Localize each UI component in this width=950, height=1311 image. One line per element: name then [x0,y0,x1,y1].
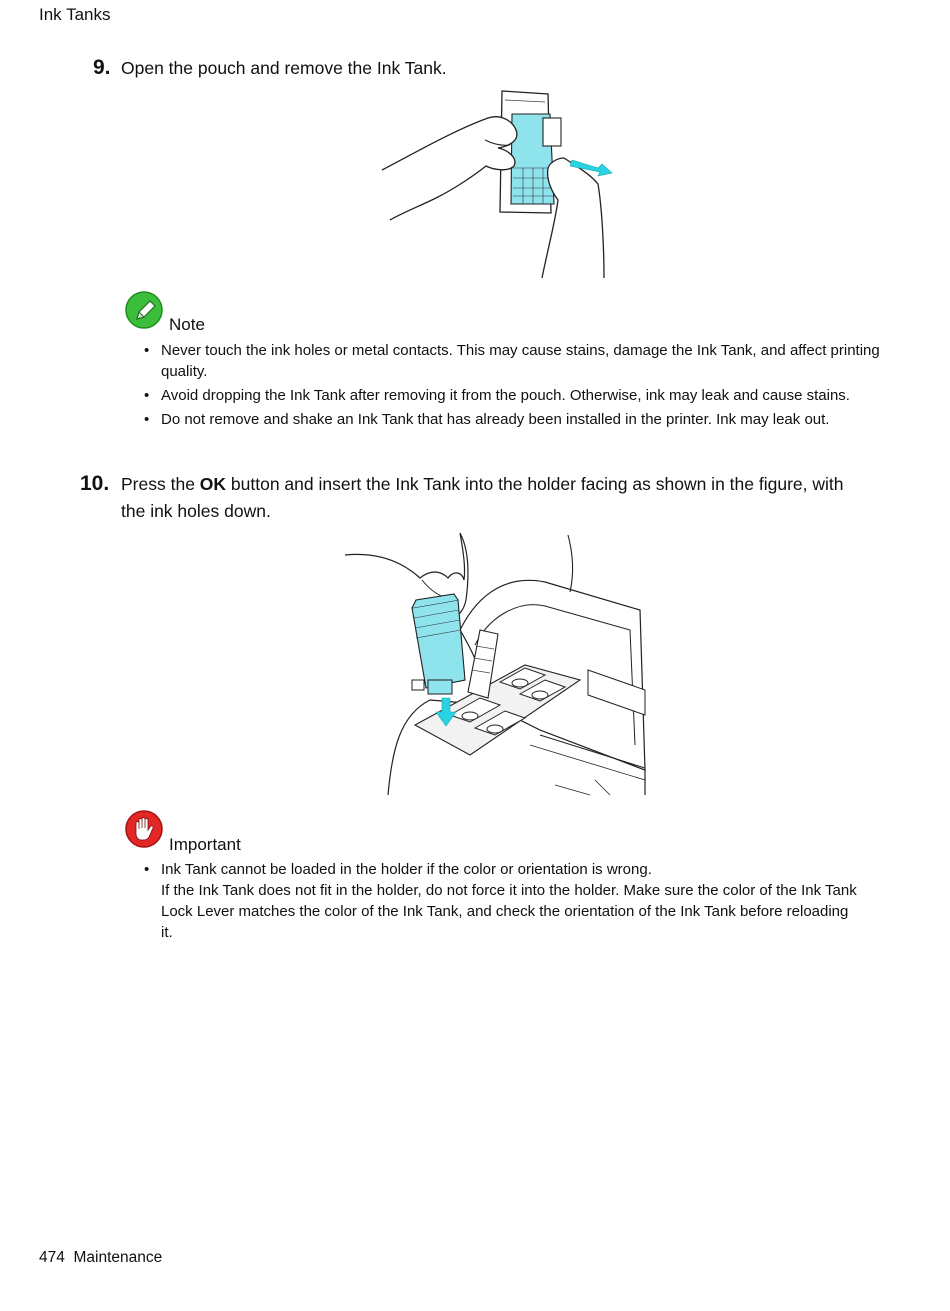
footer-section: Maintenance [73,1249,163,1266]
ok-button-name: OK [199,474,227,494]
important-bullet-list [144,859,861,946]
important-label: Important [169,835,241,854]
note-item: • Do not remove and shake an Ink Tank that has already been installed in the printer. Ink may leak out. [144,411,830,428]
note-bullet-list [144,340,881,433]
step-9-number: 9. [93,56,111,79]
pencil-icon [125,291,165,331]
step-10-text: Press the OK button and insert the Ink Tank into the holder facing as shown in the figure, with the ink holes down. [121,474,844,521]
note-item: • Avoid dropping the Ink Tank after removing it from the pouch. Otherwise, ink may leak and cause stains. [144,387,850,404]
note-label: Note [169,315,205,334]
page-header-title: Ink Tanks [39,5,111,24]
important-line-2: If the Ink Tank does not fit in the holder, do not force it into the holder. Make sure the color of the Ink Tank Lock Lever matches the color of the Ink Tank, and check the orientation of the Ink Tank before reloading it. [161,882,857,941]
important-line-1: Ink Tank cannot be loaded in the holder if the color or orientation is wrong. [161,861,652,878]
figure-remove-ink-tank [370,88,630,283]
step-10-number: 10. [80,472,110,495]
note-item: • Never touch the ink holes or metal contacts. This may cause stains, damage the Ink Tank, and affect printing quality. [144,342,880,380]
page-number: 474 [39,1249,65,1266]
figure-insert-ink-tank [340,530,660,800]
stop-hand-icon [125,810,165,850]
page-footer [39,1249,162,1267]
important-item: • Ink Tank cannot be loaded in the holder if the color or orientation is wrong. If the Ink Tank does not fit in the holder, do not force it into the holder. Make sure the color of the Ink Tank Lock Lever matches the color of the Ink Tank, and check the orientation of the Ink Tank before reloading it. [144,861,857,941]
step-9-text: Open the pouch and remove the Ink Tank. [121,58,447,78]
